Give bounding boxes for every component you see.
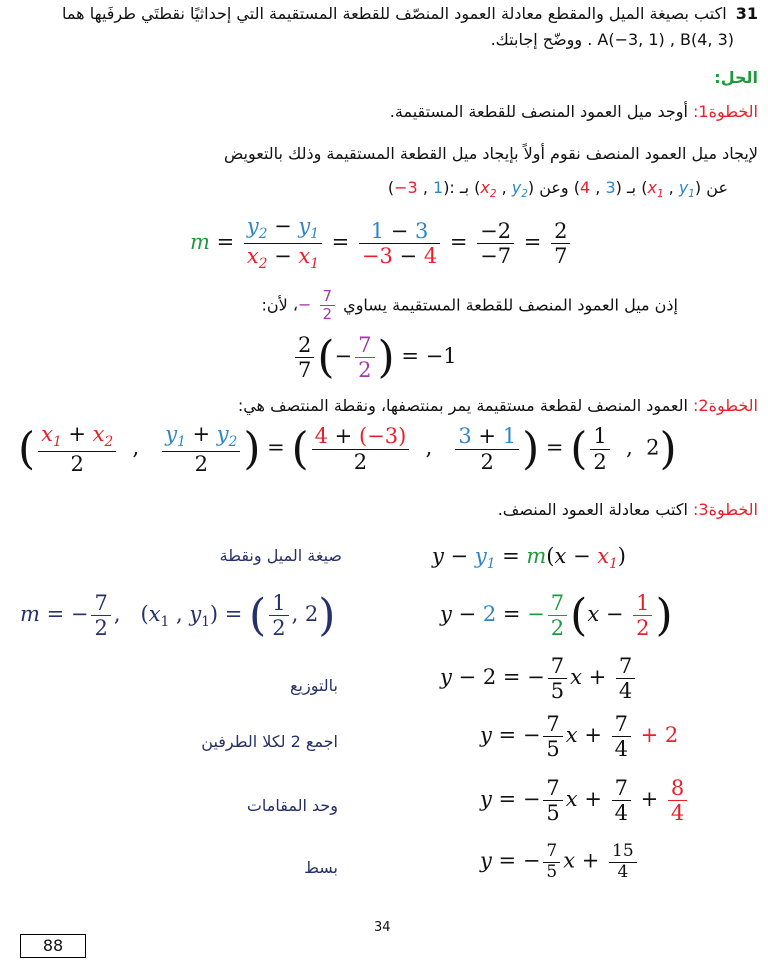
step3-title: اكتب معادلة العمود المنصف.: [497, 500, 688, 519]
question-text: اكتب بصيغة الميل والمقطع معادلة العمود المنصّف للقطعة المستقيمة التي إحداثيًا نقطتَي طرفَيها هما: [62, 4, 727, 23]
step3-label: الخطوة3:: [693, 500, 758, 519]
solution-label: الحل:: [714, 68, 758, 87]
eq-common-denominator: y = − $\frac{7}{5}$ x + $\frac{7}{4}$ + $\frac{8}{4}$: [480, 776, 690, 825]
step1-desc-line2: [388, 178, 728, 200]
eq-point-slope: $y - y_1 = m(x - x_1)$: [432, 544, 626, 573]
substitution-values: m = − $\frac{7}{2}$ , ($x_1$ , $y_1$) = ( $\frac{1}{2}$ , 2): [20, 590, 336, 641]
step2-heading: [238, 396, 758, 415]
eq-simplified: y = − $\frac{7}{5}$ x + $\frac{15}{4}$: [480, 842, 640, 882]
step1-heading: [390, 102, 758, 121]
text-bi: بـ: [626, 178, 637, 197]
coord-m3-1: (−3 , 1):: [387, 178, 455, 197]
step2-title: العمود المنصف لقطعة مستقيمة يمر بمنتصفها، ونقطة المنتصف هي:: [237, 396, 688, 415]
page-number: 34: [374, 920, 391, 935]
conclusion-text: إذن ميل العمود المنصف للقطعة المستقيمة يساوي: [343, 295, 678, 315]
eq-add-2: y = − $\frac{7}{5}$ x + $\frac{7}{4}$ + 2: [480, 712, 679, 762]
question-line-2: [491, 30, 734, 49]
step1-desc-line1: لإيجاد ميل العمود المنصف نقوم أولاً بإيجاد ميل القطعة المستقيمة وذلك بالتعويض: [223, 144, 758, 163]
note-add-2: اجمع 2 لكلا الطرفين: [201, 732, 338, 751]
slope-equation: m = $\frac{y_2 - y_1}{x_2 - x_1}$ = $\frac{1 - 3}{-3 - 4}$ = $\frac{-2}{-7}$ = $\frac{2}{7}$: [190, 214, 573, 273]
text-bi-2: بـ: [459, 178, 470, 197]
question-suffix: . ووضّح إجابتك.: [490, 30, 593, 49]
step1-conclusion: [262, 288, 678, 324]
step2-label: الخطوة2:: [693, 396, 758, 415]
eq-substituted: y − 2 = − $\frac{7}{2}$ (x − $\frac{1}{2}$ ): [440, 590, 673, 641]
perp-slope: − $\frac{7}{2}$: [298, 295, 338, 314]
coord-4-3: (4 , 3): [573, 178, 622, 197]
conclusion-end: ، لأن:: [261, 295, 299, 315]
note-point-slope: صيغة الميل ونقطة: [219, 546, 342, 565]
note-simplify: بسط: [304, 858, 338, 877]
text-wan: وعن: [539, 178, 569, 197]
note-common-denominator: وحد المقامات: [246, 796, 338, 815]
note-distribute: بالتوزيع: [290, 676, 338, 695]
text-an: عن: [706, 178, 728, 197]
step3-heading: [498, 500, 758, 519]
product-check: $\frac{2}{7}$ (− $\frac{7}{2}$ ) = −1: [292, 332, 457, 383]
coord-x1y1: ($x_1$ , $y_1$): [641, 178, 702, 201]
coord-x2y2: ($x_2$ , $y_2$): [474, 178, 535, 201]
eq-distributed: y − 2 = − $\frac{7}{5}$ x + $\frac{7}{4}$: [440, 654, 638, 703]
midpoint-equation: ( $\frac{x_1 + x_2}{2}$ , $\frac{y_1 + y_2}{2}$ ) = ( $\frac{4 + (-3)}{2}$ , $\frac{3 + 1}{2}$ ) = ( $\frac{1}{2}$ , 2): [18, 422, 677, 476]
step1-title: أوجد ميل العمود المنصف للقطعة المستقيمة.: [389, 102, 688, 121]
step1-label: الخطوة1:: [693, 102, 758, 121]
question-number: 31: [735, 4, 758, 23]
page-box-label: 88: [20, 934, 86, 958]
question-points: A(−3, 1) , B(4, 3): [597, 30, 734, 49]
question-line-1: [8, 4, 758, 23]
